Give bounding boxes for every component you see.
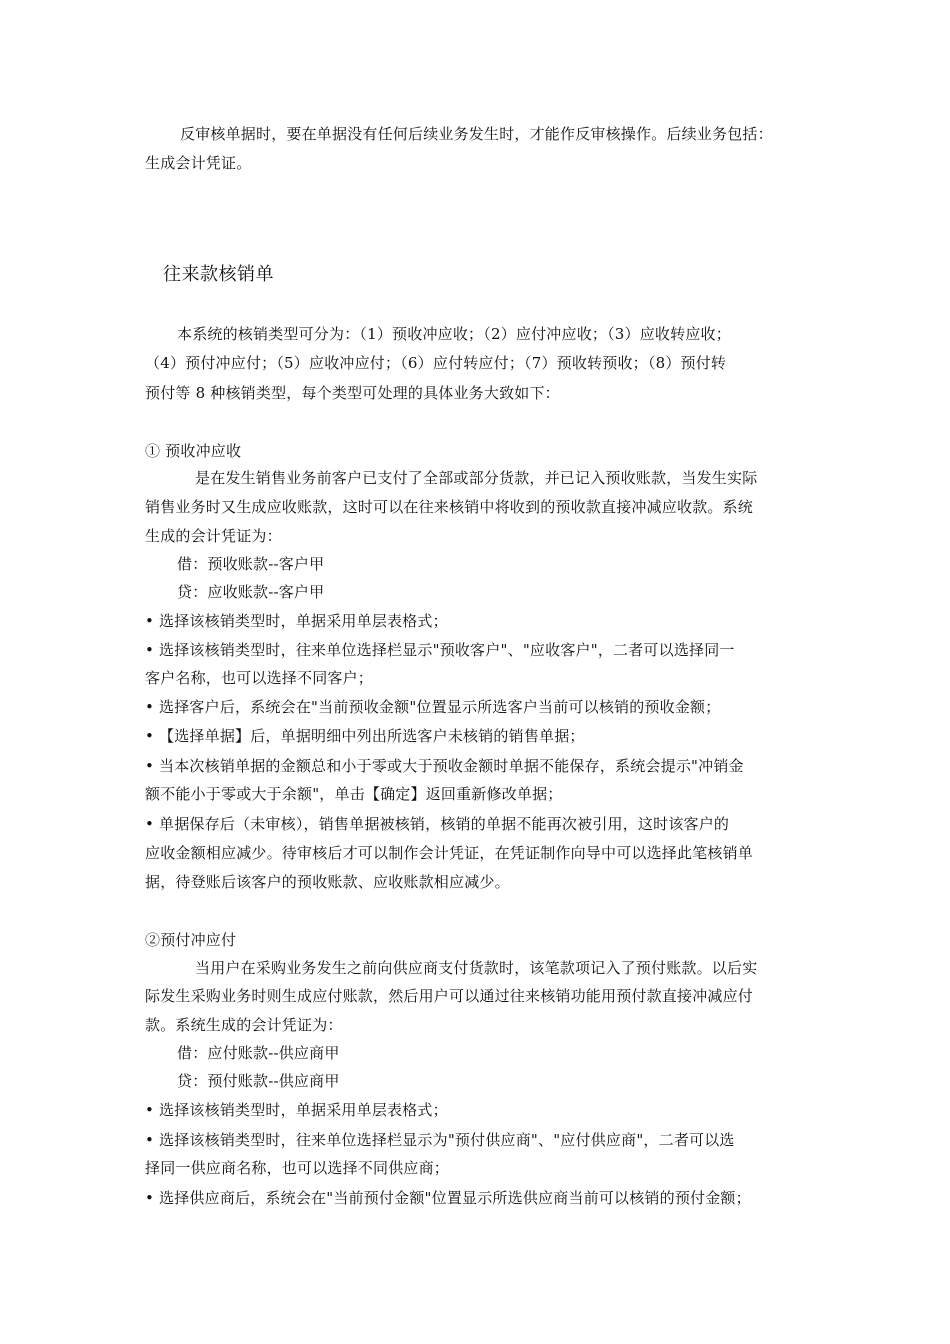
bullet-line: 择同一供应商名称，也可以选择不同供应商； xyxy=(145,1159,450,1177)
intro-line: 预付等 8 种核销类型，每个类型可处理的具体业务大致如下： xyxy=(145,384,560,402)
bullet-line: 额不能小于零或大于余额"，单击【确定】返回重新修改单据； xyxy=(145,785,563,803)
bullet-line: • 选择供应商后，系统会在"当前预付金额"位置显示所选供应商当前可以核销的预付金额； xyxy=(145,1189,751,1207)
desc-line: 销售业务时又生成应收账款，这时可以在往来核销中将收到的预收款直接冲减应收款。系统 xyxy=(145,498,754,516)
subsection-title: ① 预收冲应收 xyxy=(145,442,242,460)
bullet-line: 应收金额相应减少。待审核后才可以制作会计凭证，在凭证制作向导中可以选择此笔核销单 xyxy=(145,844,754,862)
bullet-line: 据，待登账后该客户的预收账款、应收账款相应减少。 xyxy=(145,873,510,891)
bullet-line: • 单据保存后（未审核），销售单据被核销，核销的单据不能再次被引用，这时该客户的 xyxy=(145,815,730,833)
paragraph-line: 反审核单据时，要在单据没有任何后续业务发生时，才能作反审核操作。后续业务包括： xyxy=(180,125,773,143)
intro-line: 本系统的核销类型可分为：（1）预收冲应收；（2）应付冲应收；（3）应收转应收； xyxy=(177,325,731,343)
bullet-line: • 选择客户后，系统会在"当前预收金额"位置显示所选客户当前可以核销的预收金额； xyxy=(145,698,721,716)
debit-entry: 借：预收账款--客户甲 xyxy=(177,555,325,573)
credit-entry: 贷：应收账款--客户甲 xyxy=(177,583,325,601)
debit-entry: 借：应付账款--供应商甲 xyxy=(177,1044,340,1062)
credit-entry: 贷：预付账款--供应商甲 xyxy=(177,1072,340,1090)
intro-line: （4）预付冲应付；（5）应收冲应付；（6）应付转应付；（7）预收转预收；（8）预付转 xyxy=(145,354,727,372)
bullet-line: • 当本次核销单据的金额总和小于零或大于预收金额时单据不能保存，系统会提示"冲销金 xyxy=(145,757,744,775)
desc-line: 当用户在采购业务发生之前向供应商支付货款时，该笔款项记入了预付账款。以后实 xyxy=(195,959,758,977)
desc-line: 款。系统生成的会计凭证为： xyxy=(145,1016,343,1034)
bullet-line: • 选择该核销类型时，单据采用单层表格式； xyxy=(145,612,448,630)
desc-line: 生成的会计凭证为： xyxy=(145,527,282,545)
bullet-line: • 选择该核销类型时，单据采用单层表格式； xyxy=(145,1101,448,1119)
bullet-line: • 选择该核销类型时，往来单位选择栏显示为"预付供应商"、"应付供应商"，二者可以选 xyxy=(145,1131,735,1149)
paragraph-line: 生成会计凭证。 xyxy=(145,154,252,172)
desc-line: 际发生采购业务时则生成应付账款，然后用户可以通过往来核销功能用预付款直接冲减应付 xyxy=(145,987,754,1005)
section-title: 往来款核销单 xyxy=(163,264,274,285)
bullet-line: • 选择该核销类型时，往来单位选择栏显示"预收客户"、"应收客户"，二者可以选择同一 xyxy=(145,641,735,659)
subsection-title: ②预付冲应付 xyxy=(145,931,237,949)
desc-line: 是在发生销售业务前客户已支付了全部或部分货款，并已记入预收账款，当发生实际 xyxy=(195,469,758,487)
bullet-line: 客户名称，也可以选择不同客户； xyxy=(145,669,374,687)
bullet-line: • 【选择单据】后，单据明细中列出所选客户未核销的销售单据； xyxy=(145,727,585,745)
